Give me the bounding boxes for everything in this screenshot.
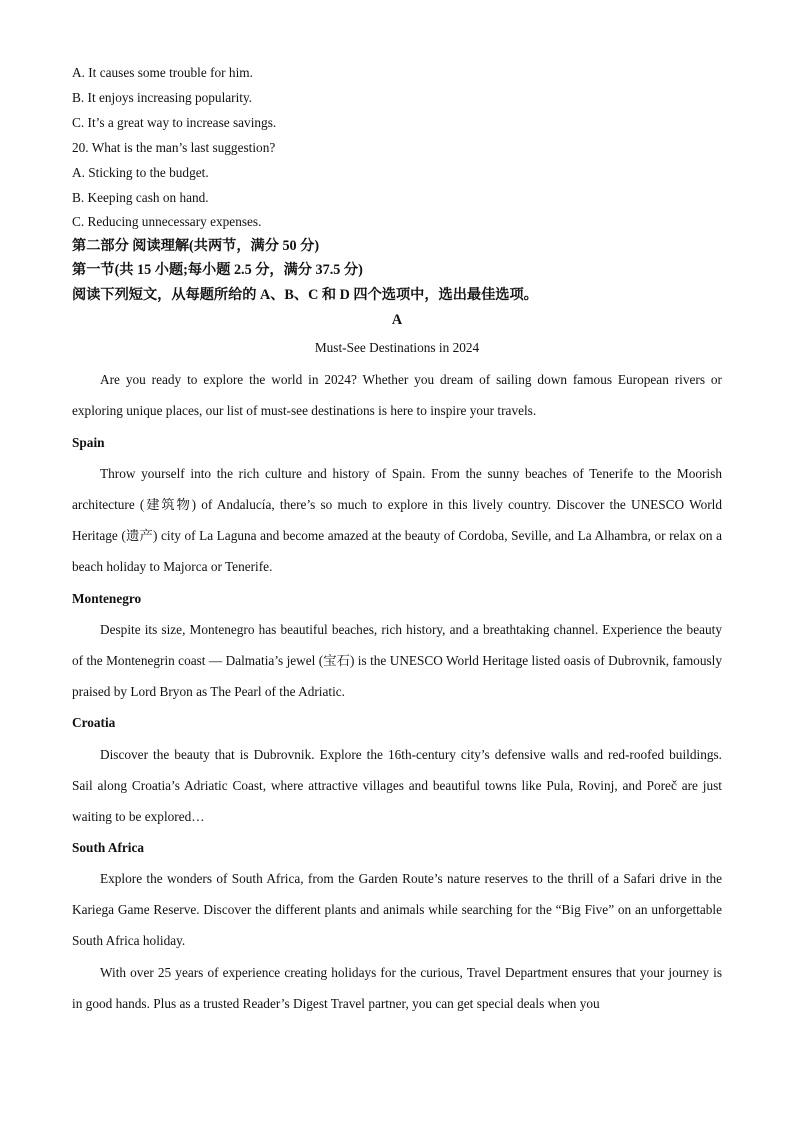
intro-text: Are you ready to explore the world in 2024? Whether you dream of sailing down famous European rivers or exploring unique places, our list of must-see destinations is here to inspire your travels.: [72, 372, 722, 418]
part-title: 第二部分 阅读理解(共两节，满分 50 分): [72, 238, 320, 254]
croatia-text: Discover the beauty that is Dubrovnik. Explore the 16th-century city’s defensive walls and red-roofed buildings. Sail along Croatia’s Adriatic Coast, where attractive villages and beautiful towns like Pula, Rovinj, and Poreč are just waiting to be explored…: [72, 747, 722, 824]
south-africa-paragraph: [72, 863, 722, 956]
spain-paragraph: [72, 458, 722, 582]
q19-option-b: B. It enjoys increasing popularity.: [72, 90, 253, 105]
south-africa-text: Explore the wonders of South Africa, from the Garden Route’s nature reserves to the thrill of a Safari drive in the Kariega Game Reserve. Discover the different plants and animals while searching for the “Big Five” on an unforgettable South Africa holiday.: [72, 871, 722, 948]
croatia-paragraph: [72, 739, 722, 832]
section-instruction: 阅读下列短文，从每题所给的 A、B、C 和 D 四个选项中，选出最佳选项。: [72, 287, 538, 303]
montenegro-heading: Montenegro: [72, 591, 142, 606]
croatia-heading: Croatia: [72, 715, 116, 730]
spain-text: Throw yourself into the rich culture and history of Spain. From the sunny beaches of Tenerife to the Moorish architecture (建筑物) of Andalucía, there’s so much to explore in this lively country. Discover the UNESCO World Heritage (遗产) city of La Laguna and become amazed at the beauty of Cordoba, Seville, and La Alhambra, or relax on a beach holiday to Majorca or Tenerife.: [72, 466, 722, 574]
spain-heading: Spain: [72, 435, 105, 450]
closing-text: With over 25 years of experience creating holidays for the curious, Travel Department ensures that your journey is in good hands. Plus as a trusted Reader’s Digest Travel partner, you can get special deals when you: [72, 965, 722, 1011]
intro-paragraph: [72, 364, 722, 426]
passage-letter: A: [391, 312, 403, 328]
q20-option-b: B. Keeping cash on hand.: [72, 190, 209, 205]
q19-option-a: A. It causes some trouble for him.: [72, 65, 253, 80]
q19-option-c: C. It’s a great way to increase savings.: [72, 115, 277, 130]
passage-title: Must-See Destinations in 2024: [314, 340, 480, 355]
subsection-title: 第一节(共 15 小题;每小题 2.5 分，满分 37.5 分): [72, 262, 363, 278]
closing-paragraph: [72, 957, 722, 1019]
montenegro-paragraph: [72, 614, 722, 707]
montenegro-text: Despite its size, Montenegro has beautiful beaches, rich history, and a breathtaking channel. Experience the beauty of the Montenegrin coast — Dalmatia’s jewel (宝石) is the UNESCO World Heritage listed oasis of Dubrovnik, famously praised by Lord Bryon as The Pearl of the Adriatic.: [72, 622, 722, 699]
q20-question: 20. What is the man’s last suggestion?: [72, 140, 276, 155]
q20-option-a: A. Sticking to the budget.: [72, 165, 209, 180]
south-africa-heading: South Africa: [72, 840, 145, 855]
q20-option-c: C. Reducing unnecessary expenses.: [72, 214, 262, 229]
